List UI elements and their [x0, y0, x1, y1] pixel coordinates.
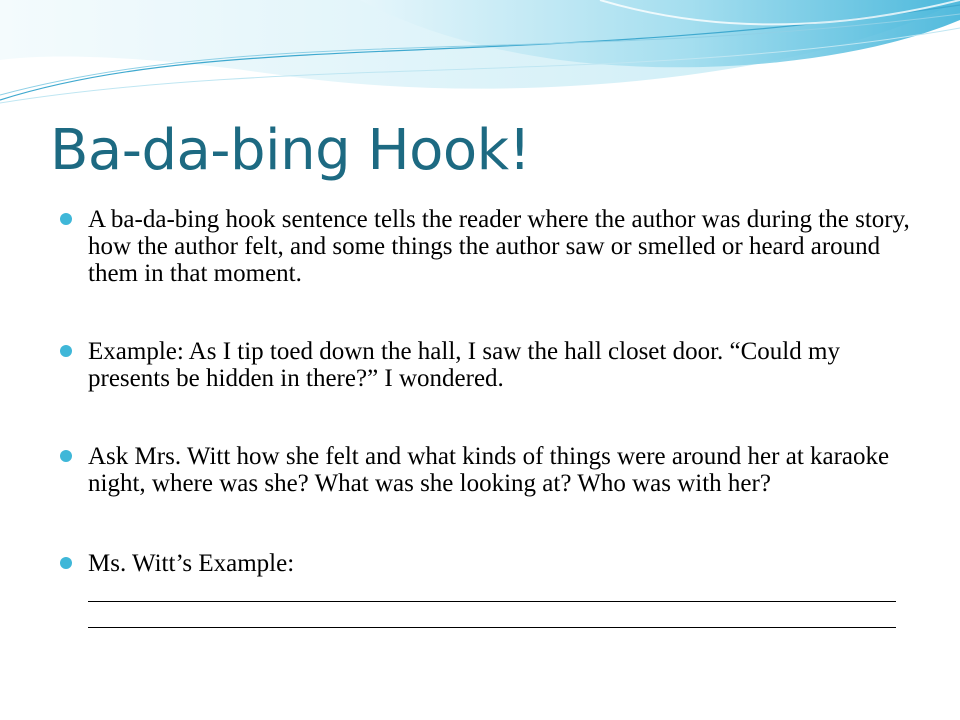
- answer-blank-line: [88, 601, 896, 602]
- bullet-text: Example: As I tip toed down the hall, I saw the hall closet door. “Could my presents be hidden in there?” I wondered.: [88, 338, 840, 392]
- bullet-text: Ms. Witt’s Example:: [88, 550, 295, 577]
- answer-blank-line: [88, 627, 896, 628]
- slide-title: Ba-da-bing Hook!: [50, 118, 531, 183]
- bullet-dot-icon: [60, 557, 72, 569]
- bullet-item: [60, 550, 920, 628]
- bullet-list: [60, 206, 920, 653]
- bullet-item: [60, 443, 920, 497]
- bullet-text: A ba-da-bing hook sentence tells the reader where the author was during the story, how the author felt, and some things the author saw or smelled or heard around them in that moment.: [88, 206, 910, 287]
- bullet-item: [60, 338, 920, 392]
- bullet-dot-icon: [60, 345, 72, 357]
- bullet-dot-icon: [60, 450, 72, 462]
- wave-header-decoration: [0, 0, 960, 115]
- bullet-dot-icon: [60, 213, 72, 225]
- bullet-text: Ask Mrs. Witt how she felt and what kinds of things were around her at karaoke night, where was she? What was she looking at? Who was with her?: [88, 443, 890, 497]
- bullet-item: [60, 206, 920, 287]
